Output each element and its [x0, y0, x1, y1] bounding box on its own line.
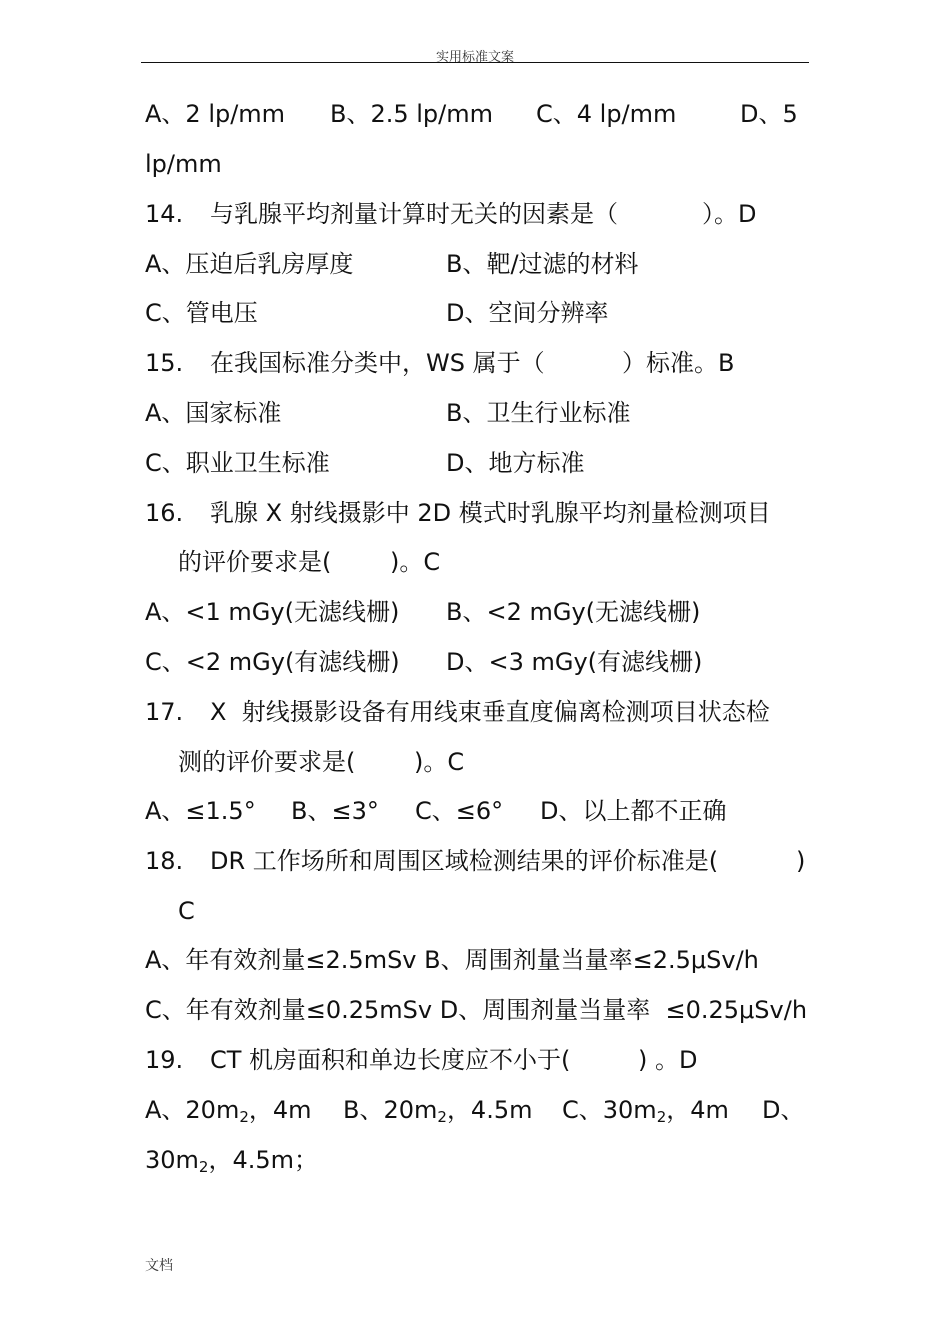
q14-option-c: C、管电压 — [145, 299, 258, 327]
q17-question-line2: 测的评价要求是( — [178, 748, 356, 776]
q16-question-line1: 乳腺 X 射线摄影中 2D 模式时乳腺平均剂量检测项目 — [210, 499, 771, 527]
q19-option-a: A、$20m_2$，4m — [145, 1096, 312, 1126]
q15-option-d: D、地方标准 — [446, 449, 585, 477]
q16-option-a: A、<1 mGy(无滤线栅) — [145, 598, 400, 626]
q16-option-b: B、<2 mGy(无滤线栅) — [446, 598, 701, 626]
q15-question: 在我国标准分类中，WS 属于（ — [210, 349, 545, 377]
q14-option-b: B、靶/过滤的材料 — [446, 250, 639, 278]
q16-number: 16. — [145, 499, 184, 527]
q15-option-c: C、职业卫生标准 — [145, 449, 330, 477]
q13-option-a: A、2 lp/mm — [145, 100, 286, 128]
q15-answer: ）标准。B — [622, 349, 735, 377]
q19-number: 19. — [145, 1046, 184, 1074]
page-header: 实用标准文案 — [435, 50, 514, 65]
q18-question-paren: ) — [796, 847, 806, 875]
q19-answer: ) 。D — [638, 1046, 698, 1074]
q17-option-c: C、≤6° — [415, 797, 504, 825]
q18-options-ab: A、年有效剂量≤2.5mSv B、周围剂量当量率≤2.5μSv/h — [145, 946, 759, 974]
q17-answer: )。C — [414, 748, 465, 776]
q18-number: 18. — [145, 847, 184, 875]
q15-option-b: B、卫生行业标准 — [446, 399, 631, 427]
page-footer: 文档 — [145, 1258, 173, 1274]
q19-option-d-cont: $30m_2$，4.5m； — [145, 1146, 319, 1176]
q15-option-a: A、国家标准 — [145, 399, 282, 427]
q17-option-a: A、≤1.5° — [145, 797, 256, 825]
q17-question-line1: X 射线摄影设备有用线束垂直度偏离检测项目状态检 — [210, 698, 770, 726]
q15-number: 15. — [145, 349, 184, 377]
header-divider — [141, 62, 809, 63]
q19-option-c: C、$30m_2$，4m — [562, 1096, 729, 1126]
q13-option-c: C、4 lp/mm — [536, 100, 677, 128]
q16-answer: )。C — [390, 548, 441, 576]
q13-option-b: B、2.5 lp/mm — [330, 100, 494, 128]
q18-options-cd: C、年有效剂量≤0.25mSv D、周围剂量当量率 ≤0.25μSv/h — [145, 996, 808, 1024]
q14-answer: ）。D — [702, 200, 757, 228]
q16-question-line2: 的评价要求是( — [178, 548, 332, 576]
q13-option-d: D、5 — [740, 100, 798, 128]
q18-answer: C — [178, 897, 195, 925]
q16-option-c: C、<2 mGy(有滤线栅) — [145, 648, 400, 676]
q19-question: CT 机房面积和单边长度应不小于( — [210, 1046, 571, 1074]
q14-number: 14. — [145, 200, 184, 228]
q13-option-d-cont: lp/mm — [145, 150, 222, 178]
q16-option-d: D、<3 mGy(有滤线栅) — [446, 648, 703, 676]
q14-option-a: A、压迫后乳房厚度 — [145, 250, 354, 278]
q18-question-line1: DR 工作场所和周围区域检测结果的评价标准是( — [210, 847, 719, 875]
q19-option-b: B、$20m_2$，4.5m — [343, 1096, 533, 1126]
q17-option-b: B、≤3° — [291, 797, 379, 825]
q17-option-d: D、以上都不正确 — [540, 797, 727, 825]
q14-question: 与乳腺平均剂量计算时无关的因素是（ — [210, 200, 618, 228]
q14-option-d: D、空间分辨率 — [446, 299, 609, 327]
q17-number: 17. — [145, 698, 184, 726]
q19-option-d: D、 — [762, 1096, 805, 1124]
